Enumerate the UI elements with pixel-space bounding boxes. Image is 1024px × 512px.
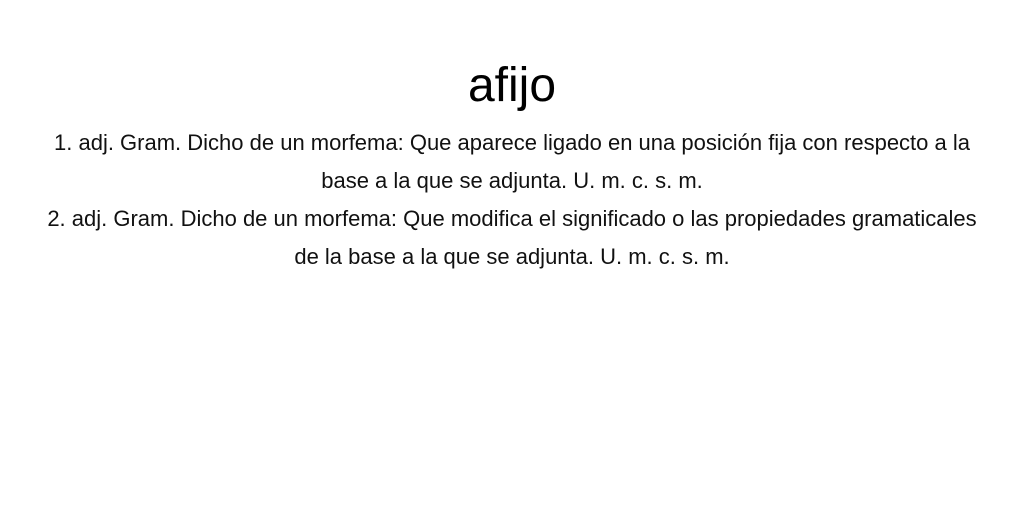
definitions-list (47, 124, 977, 276)
headword: afijo (467, 59, 557, 112)
definition-1: 1. adj. Gram. Dicho de un morfema: Que aparece ligado en una posición fija con respecto a la base a la que se adjunta. U. m. c. s. m. (54, 130, 970, 193)
definition-2: 2. adj. Gram. Dicho de un morfema: Que modifica el significado o las propiedades gramaticales de la base a la que se adjunta. U. m. c. s. m. (47, 206, 977, 269)
